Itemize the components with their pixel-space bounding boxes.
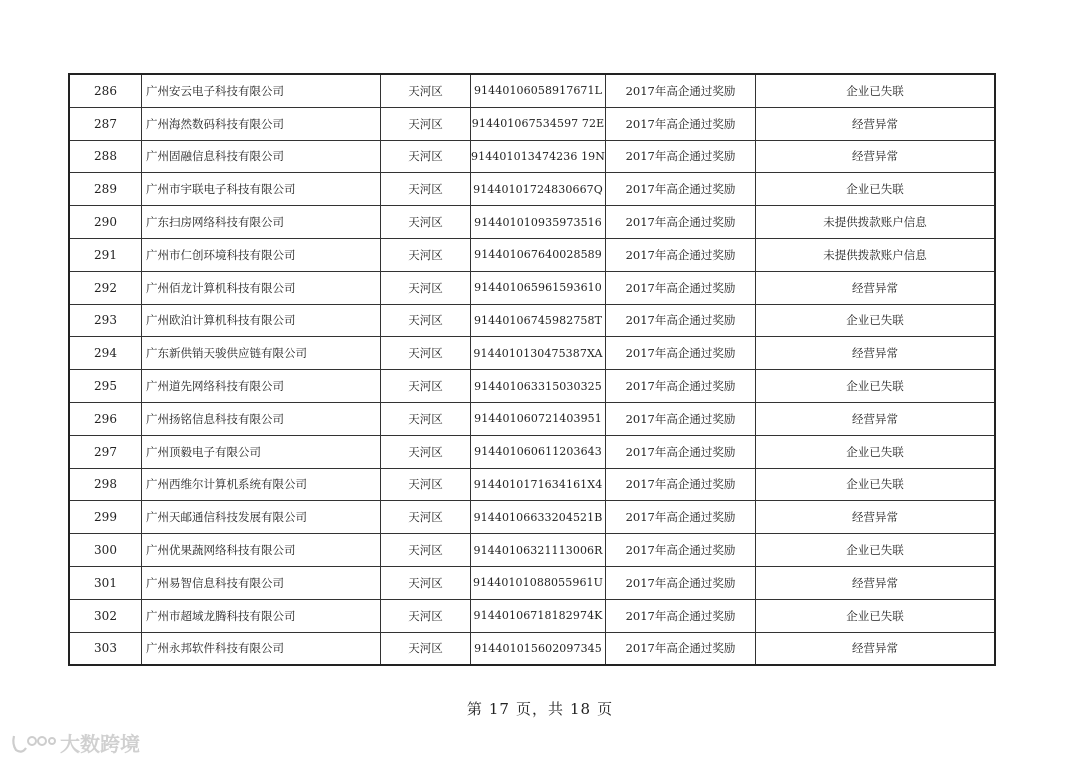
table-row: [69, 140, 995, 173]
district-cell: 天河区: [381, 107, 471, 140]
row-number-cell: 288: [69, 140, 142, 173]
page-prefix: 第: [466, 700, 483, 718]
credit-code-cell: 914401065961593610: [471, 271, 606, 304]
company-name-cell: 广州佰龙计算机科技有限公司: [142, 271, 381, 304]
district-cell: 天河区: [381, 468, 471, 501]
logo-icon: [10, 732, 56, 754]
status-cell: 企业已失联: [756, 74, 996, 107]
company-name-cell: 广州市超域龙腾科技有限公司: [142, 599, 381, 632]
district-cell: 天河区: [381, 632, 471, 665]
company-name-cell: 广州天邮通信科技发展有限公司: [142, 501, 381, 534]
row-number-cell: 303: [69, 632, 142, 665]
award-item-cell: 2017年高企通过奖励: [606, 370, 756, 403]
table-row: [69, 107, 995, 140]
credit-code-cell: 9144010130475387XA: [471, 337, 606, 370]
table-row: [69, 402, 995, 435]
district-cell: 天河区: [381, 206, 471, 239]
status-cell: 经营异常: [756, 632, 996, 665]
award-item-cell: 2017年高企通过奖励: [606, 206, 756, 239]
credit-code-cell: 91440101724830667Q: [471, 173, 606, 206]
credit-code-cell: 91440106633204521B: [471, 501, 606, 534]
table-row: [69, 206, 995, 239]
row-number-cell: 302: [69, 599, 142, 632]
credit-code-cell: 914401067640028589: [471, 238, 606, 271]
table-row: [69, 468, 995, 501]
credit-code-cell: 914401060721403951: [471, 402, 606, 435]
row-number-cell: 298: [69, 468, 142, 501]
page-footer: [0, 698, 1080, 719]
row-number-cell: 290: [69, 206, 142, 239]
credit-code-cell: 914401013474236 19N: [471, 140, 606, 173]
company-name-cell: 广州欧泊计算机科技有限公司: [142, 304, 381, 337]
table-row: [69, 304, 995, 337]
table-row: [69, 534, 995, 567]
district-cell: 天河区: [381, 599, 471, 632]
district-cell: 天河区: [381, 370, 471, 403]
table-row: [69, 238, 995, 271]
table-row: [69, 173, 995, 206]
company-name-cell: 广州安云电子科技有限公司: [142, 74, 381, 107]
status-cell: 未提供拨款账户信息: [756, 238, 996, 271]
status-cell: 企业已失联: [756, 435, 996, 468]
status-cell: 经营异常: [756, 271, 996, 304]
status-cell: 企业已失联: [756, 468, 996, 501]
company-name-cell: 广州市宇联电子科技有限公司: [142, 173, 381, 206]
district-cell: 天河区: [381, 566, 471, 599]
row-number-cell: 300: [69, 534, 142, 567]
watermark-text: 大数跨境: [60, 732, 140, 756]
district-cell: 天河区: [381, 271, 471, 304]
credit-code-cell: 9144010171634161X4: [471, 468, 606, 501]
company-name-cell: 广州扬铭信息科技有限公司: [142, 402, 381, 435]
district-cell: 天河区: [381, 238, 471, 271]
award-item-cell: 2017年高企通过奖励: [606, 501, 756, 534]
table-body: [69, 74, 995, 665]
status-cell: 企业已失联: [756, 304, 996, 337]
award-item-cell: 2017年高企通过奖励: [606, 632, 756, 665]
award-item-cell: 2017年高企通过奖励: [606, 468, 756, 501]
status-cell: 企业已失联: [756, 599, 996, 632]
credit-code-cell: 914401067534597 72E: [471, 107, 606, 140]
credit-code-cell: 914401060611203643: [471, 435, 606, 468]
award-item-cell: 2017年高企通过奖励: [606, 599, 756, 632]
district-cell: 天河区: [381, 534, 471, 567]
credit-code-cell: 91440101088055961U: [471, 566, 606, 599]
award-item-cell: 2017年高企通过奖励: [606, 140, 756, 173]
row-number-cell: 291: [69, 238, 142, 271]
row-number-cell: 299: [69, 501, 142, 534]
company-name-cell: 广州海然数码科技有限公司: [142, 107, 381, 140]
page-total: 18: [570, 700, 592, 718]
district-cell: 天河区: [381, 435, 471, 468]
table-row: [69, 435, 995, 468]
status-cell: 经营异常: [756, 337, 996, 370]
table-row: [69, 370, 995, 403]
page-separator: 页，共: [515, 700, 564, 718]
table-row: [69, 566, 995, 599]
table-row: [69, 337, 995, 370]
row-number-cell: 286: [69, 74, 142, 107]
watermark: [10, 728, 140, 757]
row-number-cell: 297: [69, 435, 142, 468]
row-number-cell: 292: [69, 271, 142, 304]
row-number-cell: 301: [69, 566, 142, 599]
district-cell: 天河区: [381, 173, 471, 206]
status-cell: 企业已失联: [756, 173, 996, 206]
table-row: [69, 501, 995, 534]
award-item-cell: 2017年高企通过奖励: [606, 74, 756, 107]
row-number-cell: 293: [69, 304, 142, 337]
district-cell: 天河区: [381, 304, 471, 337]
credit-code-cell: 91440106718182974K: [471, 599, 606, 632]
award-item-cell: 2017年高企通过奖励: [606, 337, 756, 370]
company-name-cell: 广州顶毅电子有限公司: [142, 435, 381, 468]
district-cell: 天河区: [381, 402, 471, 435]
credit-code-cell: 914401015602097345: [471, 632, 606, 665]
credit-code-cell: 91440106745982758T: [471, 304, 606, 337]
status-cell: 企业已失联: [756, 370, 996, 403]
company-table: [68, 73, 996, 666]
company-name-cell: 广东扫房网络科技有限公司: [142, 206, 381, 239]
data-table-container: [68, 73, 996, 666]
credit-code-cell: 914401063315030325: [471, 370, 606, 403]
status-cell: 经营异常: [756, 566, 996, 599]
award-item-cell: 2017年高企通过奖励: [606, 534, 756, 567]
company-name-cell: 广州西维尔计算机系统有限公司: [142, 468, 381, 501]
row-number-cell: 287: [69, 107, 142, 140]
award-item-cell: 2017年高企通过奖励: [606, 173, 756, 206]
district-cell: 天河区: [381, 501, 471, 534]
district-cell: 天河区: [381, 74, 471, 107]
row-number-cell: 289: [69, 173, 142, 206]
award-item-cell: 2017年高企通过奖励: [606, 435, 756, 468]
award-item-cell: 2017年高企通过奖励: [606, 107, 756, 140]
credit-code-cell: 91440106321113006R: [471, 534, 606, 567]
table-row: [69, 271, 995, 304]
page-suffix: 页: [597, 700, 614, 718]
status-cell: 未提供拨款账户信息: [756, 206, 996, 239]
row-number-cell: 295: [69, 370, 142, 403]
row-number-cell: 296: [69, 402, 142, 435]
table-row: [69, 74, 995, 107]
status-cell: 经营异常: [756, 140, 996, 173]
company-name-cell: 广州易智信息科技有限公司: [142, 566, 381, 599]
company-name-cell: 广州道先网络科技有限公司: [142, 370, 381, 403]
award-item-cell: 2017年高企通过奖励: [606, 402, 756, 435]
district-cell: 天河区: [381, 337, 471, 370]
table-row: [69, 599, 995, 632]
status-cell: 经营异常: [756, 107, 996, 140]
status-cell: 企业已失联: [756, 534, 996, 567]
status-cell: 经营异常: [756, 402, 996, 435]
credit-code-cell: 91440106058917671L: [471, 74, 606, 107]
award-item-cell: 2017年高企通过奖励: [606, 566, 756, 599]
company-name-cell: 广州优果蔬网络科技有限公司: [142, 534, 381, 567]
row-number-cell: 294: [69, 337, 142, 370]
credit-code-cell: 914401010935973516: [471, 206, 606, 239]
award-item-cell: 2017年高企通过奖励: [606, 271, 756, 304]
award-item-cell: 2017年高企通过奖励: [606, 304, 756, 337]
page-current: 17: [488, 700, 510, 718]
company-name-cell: 广州永邦软件科技有限公司: [142, 632, 381, 665]
table-row: [69, 632, 995, 665]
company-name-cell: 广州固融信息科技有限公司: [142, 140, 381, 173]
district-cell: 天河区: [381, 140, 471, 173]
company-name-cell: 广州市仁创环境科技有限公司: [142, 238, 381, 271]
award-item-cell: 2017年高企通过奖励: [606, 238, 756, 271]
status-cell: 经营异常: [756, 501, 996, 534]
company-name-cell: 广东新供销天骏供应链有限公司: [142, 337, 381, 370]
